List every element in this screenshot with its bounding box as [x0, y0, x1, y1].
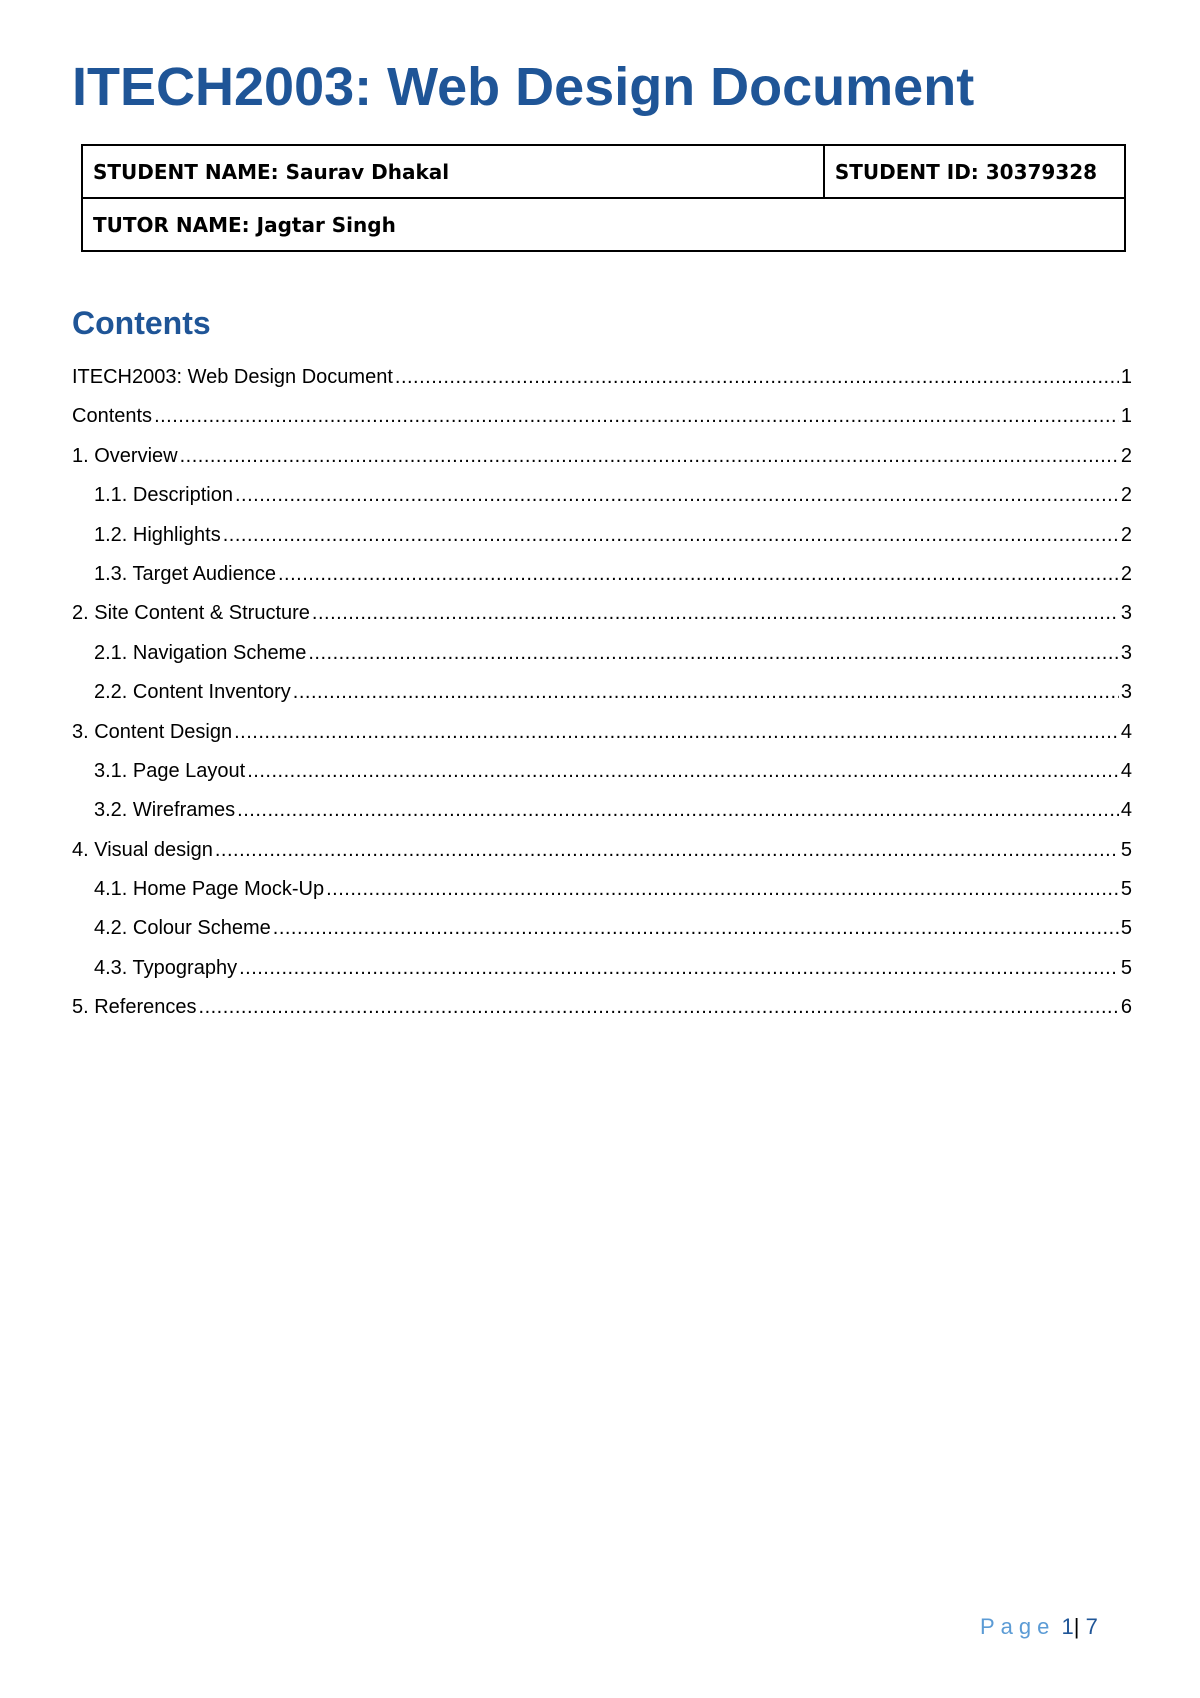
toc-entry[interactable]: [72, 831, 1132, 870]
toc-entry[interactable]: [72, 397, 1132, 436]
toc-entry[interactable]: [72, 752, 1132, 791]
toc-entry-label: 4.3. Typography: [94, 956, 238, 979]
toc-entry-page: 4: [1120, 759, 1132, 782]
toc-entry-label: 3.2. Wireframes: [94, 799, 236, 822]
toc-entry-page: 2: [1120, 523, 1132, 546]
toc-entry[interactable]: [72, 476, 1132, 515]
toc-dot-leader: [199, 988, 1119, 1027]
toc-dot-leader: [223, 516, 1119, 555]
toc-entry[interactable]: [72, 358, 1132, 397]
toc-entry[interactable]: [72, 594, 1132, 633]
toc-entry-label: 1.2. Highlights: [94, 523, 221, 546]
student-id-cell: STUDENT ID: 30379328: [824, 145, 1125, 198]
toc-entry-page: 4: [1120, 799, 1132, 822]
toc-entry-page: 5: [1120, 956, 1132, 979]
toc-entry-page: 1: [1120, 405, 1132, 428]
toc-entry-label: 1. Overview: [72, 444, 178, 467]
toc-entry-label: 1.1. Description: [94, 484, 233, 507]
toc-dot-leader: [273, 909, 1119, 948]
toc-dot-leader: [247, 752, 1119, 791]
contents-heading: Contents: [72, 305, 211, 341]
toc-entry[interactable]: [72, 713, 1132, 752]
total-pages: 7: [1085, 1614, 1098, 1639]
toc-entry[interactable]: [72, 555, 1132, 594]
toc-entry-page: 2: [1120, 562, 1132, 585]
toc-entry-page: 1: [1120, 366, 1132, 388]
toc-entry-label: 4. Visual design: [72, 838, 213, 861]
toc-entry-page: 4: [1120, 720, 1132, 743]
toc-entry-label: ITECH2003: Web Design Document: [72, 366, 393, 388]
toc-dot-leader: [326, 870, 1119, 909]
tutor-name-cell: TUTOR NAME: Jagtar Singh: [82, 198, 1125, 251]
toc-entry-page: 6: [1120, 996, 1132, 1019]
student-info-row: [82, 145, 1125, 198]
toc-entry-label: 4.2. Colour Scheme: [94, 917, 271, 940]
toc-entry[interactable]: [72, 516, 1132, 555]
toc-entry[interactable]: [72, 437, 1132, 476]
toc-entry-label: 3. Content Design: [72, 720, 233, 743]
toc-entry[interactable]: [72, 949, 1132, 988]
page-word: Page: [980, 1614, 1056, 1639]
toc-entry[interactable]: [72, 791, 1132, 830]
toc-dot-leader: [234, 713, 1119, 752]
toc-entry-label: 3.1. Page Layout: [94, 759, 246, 782]
toc-entry-page: 2: [1120, 484, 1132, 507]
toc-entry-page: 3: [1120, 602, 1132, 625]
toc-dot-leader: [237, 791, 1119, 830]
toc-entry[interactable]: [72, 988, 1132, 1027]
toc-dot-leader: [235, 476, 1119, 515]
toc-dot-leader: [278, 555, 1119, 594]
toc-entry[interactable]: [72, 909, 1132, 948]
toc-entry[interactable]: [72, 870, 1132, 909]
table-of-contents: [72, 358, 1132, 1028]
toc-entry-page: 3: [1120, 681, 1132, 704]
toc-entry-page: 5: [1120, 917, 1132, 940]
student-name-cell: STUDENT NAME: Saurav Dhakal: [82, 145, 824, 198]
toc-dot-leader: [180, 437, 1119, 476]
toc-entry-label: 2.1. Navigation Scheme: [94, 641, 307, 664]
toc-entry-label: 1.3. Target Audience: [94, 562, 276, 585]
toc-entry-label: 4.1. Home Page Mock-Up: [94, 878, 325, 901]
toc-entry-page: 3: [1120, 641, 1132, 664]
page-separator: |: [1073, 1614, 1080, 1639]
toc-entry[interactable]: [72, 634, 1132, 673]
toc-entry-label: 2.2. Content Inventory: [94, 681, 291, 704]
toc-dot-leader: [293, 673, 1119, 712]
toc-entry-label: Contents: [72, 405, 153, 428]
toc-dot-leader: [312, 594, 1119, 633]
toc-entry-label: 2. Site Content & Structure: [72, 602, 310, 625]
toc-entry-page: 5: [1120, 838, 1132, 861]
toc-dot-leader: [308, 634, 1119, 673]
page-footer: [980, 1614, 1098, 1640]
toc-dot-leader: [154, 397, 1119, 436]
toc-entry-page: 2: [1120, 444, 1132, 467]
toc-dot-leader: [395, 358, 1119, 397]
toc-dot-leader: [215, 831, 1119, 870]
toc-dot-leader: [239, 949, 1119, 988]
toc-entry-page: 5: [1120, 878, 1132, 901]
document-title: ITECH2003: Web Design Document: [72, 57, 975, 117]
student-info-table: [81, 144, 1126, 252]
toc-entry[interactable]: [72, 673, 1132, 712]
current-page-number: 1: [1061, 1614, 1074, 1639]
toc-entry-label: 5. References: [72, 996, 197, 1019]
tutor-info-row: [82, 198, 1125, 251]
